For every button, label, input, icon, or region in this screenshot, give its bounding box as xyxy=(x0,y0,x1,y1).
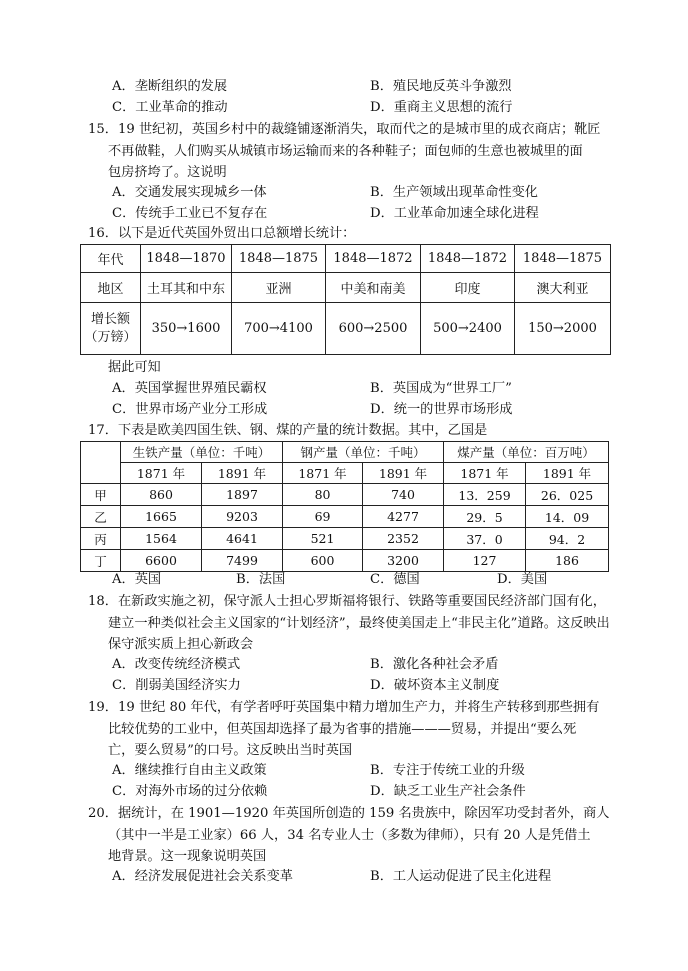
cell-growth: 700→4100 xyxy=(232,303,326,355)
value-cell: 69 xyxy=(283,506,363,528)
cell-year: 1848—1875 xyxy=(515,245,611,273)
table-row xyxy=(81,273,611,303)
cell-region: 亚洲 xyxy=(232,273,326,303)
cell-growth: 500→2400 xyxy=(421,303,515,355)
value-cell: 860 xyxy=(121,484,202,506)
q15-option-b[interactable]: B．生产领域出现革命性变化 xyxy=(370,185,538,200)
q16-option-c[interactable]: C．世界市场产业分工形成 xyxy=(112,402,268,417)
row-label-growth xyxy=(81,303,141,355)
value-cell: 80 xyxy=(283,484,363,506)
table-row xyxy=(81,303,611,355)
q16-option-a[interactable]: A．英国掌握世界殖民霸权 xyxy=(112,381,267,396)
q17-option-b[interactable]: B．法国 xyxy=(236,572,286,587)
cell-growth: 150→2000 xyxy=(515,303,611,355)
q19-option-c[interactable]: C．对海外市场的过分依赖 xyxy=(112,784,268,799)
country-cell: 甲 xyxy=(81,484,121,506)
country-cell: 丁 xyxy=(81,550,121,572)
q14-option-a[interactable]: A．垄断组织的发展 xyxy=(112,79,228,94)
header-pig-iron: 生铁产量（单位：千吨） xyxy=(121,442,283,463)
header-year: 1891 年 xyxy=(363,463,444,484)
value-cell: 9203 xyxy=(202,506,283,528)
q14-option-c[interactable]: C．工业革命的推动 xyxy=(112,100,228,115)
cell-growth: 600→2500 xyxy=(326,303,421,355)
value-cell: 26．025 xyxy=(526,484,609,506)
q20-stem-line-2: （其中一半是工业家）66 人，34 名专业人士（多数为律师），只有 20 人是凭借土 xyxy=(108,828,591,843)
cell-year: 1848—1875 xyxy=(232,245,326,273)
q19-option-a[interactable]: A．继续推行自由主义政策 xyxy=(112,763,267,778)
cell-growth: 350→1600 xyxy=(141,303,232,355)
table-row xyxy=(81,245,611,273)
q17-production-table xyxy=(80,441,609,572)
q18-stem-line-2: 建立一种类似社会主义国家的“计划经济”，最终使美国走上“非民主化”道路。这反映出 xyxy=(108,616,610,631)
row-label-region: 地区 xyxy=(81,273,141,303)
q16-option-b[interactable]: B．英国成为“世界工厂” xyxy=(370,381,512,396)
header-coal: 煤产量（单位：百万吨） xyxy=(444,442,609,463)
q18-option-a[interactable]: A．改变传统经济模式 xyxy=(112,657,241,672)
cell-year: 1848—1872 xyxy=(421,245,515,273)
value-cell: 29．5 xyxy=(444,506,526,528)
q19-stem-line-1: 19．19 世纪 80 年代，有学者呼吁英国集中精力增加生产力，并将生产转移到那些拥有 xyxy=(88,700,600,715)
table-row xyxy=(81,550,609,572)
value-cell: 2352 xyxy=(363,528,444,550)
row-label-growth-line-2: （万镑） xyxy=(84,329,137,345)
header-year: 1871 年 xyxy=(444,463,526,484)
q17-option-c[interactable]: C．德国 xyxy=(370,572,420,587)
value-cell: 4641 xyxy=(202,528,283,550)
value-cell: 13．259 xyxy=(444,484,526,506)
header-year: 1871 年 xyxy=(283,463,363,484)
value-cell: 186 xyxy=(526,550,609,572)
header-year: 1891 年 xyxy=(526,463,609,484)
q15-stem-line-3: 包房挤垮了。这说明 xyxy=(108,165,227,180)
q20-option-a[interactable]: A．经济发展促进社会关系变革 xyxy=(112,869,293,884)
row-label-growth-line-1: 增长额 xyxy=(90,311,130,327)
value-cell: 14．09 xyxy=(526,506,609,528)
q15-stem-line-1: 15．19 世纪初，英国乡村中的裁缝铺逐渐消失，取而代之的是城市里的成衣商店；靴匠 xyxy=(88,122,601,137)
cell-region: 澳大利亚 xyxy=(515,273,611,303)
table-row xyxy=(81,484,609,506)
q20-stem-line-3: 地背景。这一现象说明英国 xyxy=(108,849,267,864)
q18-stem-line-1: 18．在新政实施之初，保守派人士担心罗斯福将银行、铁路等重要国民经济部门国有化， xyxy=(88,594,606,609)
value-cell: 94．2 xyxy=(526,528,609,550)
value-cell: 37．0 xyxy=(444,528,526,550)
q15-option-d[interactable]: D．工业革命加速全球化进程 xyxy=(370,206,539,221)
q16-option-d[interactable]: D．统一的世界市场形成 xyxy=(370,402,513,417)
cell-year: 1848—1870 xyxy=(141,245,232,273)
value-cell: 7499 xyxy=(202,550,283,572)
cell-region: 土耳其和中东 xyxy=(141,273,232,303)
q18-option-b[interactable]: B．激化各种社会矛盾 xyxy=(370,657,499,672)
q15-option-c[interactable]: C．传统手工业已不复存在 xyxy=(112,206,268,221)
q14-option-d[interactable]: D．重商主义思想的流行 xyxy=(370,100,513,115)
value-cell: 127 xyxy=(444,550,526,572)
value-cell: 740 xyxy=(363,484,444,506)
value-cell: 4277 xyxy=(363,506,444,528)
value-cell: 600 xyxy=(283,550,363,572)
q16-stem: 16．以下是近代英国外贸出口总额增长统计： xyxy=(88,226,356,241)
value-cell: 1665 xyxy=(121,506,202,528)
q15-option-a[interactable]: A．交通发展实现城乡一体 xyxy=(112,185,267,200)
q16-lead: 据此可知 xyxy=(108,360,161,375)
q18-stem-line-3: 保守派实质上担心新政会 xyxy=(108,637,254,652)
corner-cell xyxy=(81,442,121,484)
q17-option-a[interactable]: A．英国 xyxy=(112,572,162,587)
q18-option-d[interactable]: D．破坏资本主义制度 xyxy=(370,678,500,693)
cell-year: 1848—1872 xyxy=(326,245,421,273)
country-cell: 乙 xyxy=(81,506,121,528)
q19-option-d[interactable]: D．缺乏工业生产社会条件 xyxy=(370,784,526,799)
country-cell: 丙 xyxy=(81,528,121,550)
header-year: 1891 年 xyxy=(202,463,283,484)
header-year: 1871 年 xyxy=(121,463,202,484)
q19-option-b[interactable]: B．专注于传统工业的升级 xyxy=(370,763,525,778)
value-cell: 3200 xyxy=(363,550,444,572)
value-cell: 521 xyxy=(283,528,363,550)
value-cell: 1564 xyxy=(121,528,202,550)
q17-stem: 17．下表是欧美四国生铁、钢、煤的产量的统计数据。其中，乙国是 xyxy=(88,423,488,438)
q15-stem-line-2: 不再做鞋，人们购买从城镇市场运输而来的各种鞋子；面包师的生意也被城里的面 xyxy=(108,144,583,159)
table-row xyxy=(81,463,609,484)
cell-region: 中美和南美 xyxy=(326,273,421,303)
q20-stem-line-1: 20．据统计，在 1901—1920 年英国所创造的 159 名贵族中，除因军功受封者外，商人 xyxy=(88,806,610,821)
header-steel: 钢产量（单位：千吨） xyxy=(283,442,444,463)
q17-option-d[interactable]: D．美国 xyxy=(497,572,548,587)
q19-stem-line-2: 比较优势的工业中，但英国却选择了最为省事的措施———贸易，并提出“要么死 xyxy=(108,722,577,737)
cell-region: 印度 xyxy=(421,273,515,303)
q14-option-b[interactable]: B．殖民地反英斗争激烈 xyxy=(370,79,512,94)
q20-option-b[interactable]: B．工人运动促进了民主化进程 xyxy=(370,869,552,884)
value-cell: 6600 xyxy=(121,550,202,572)
q18-option-c[interactable]: C．削弱美国经济实力 xyxy=(112,678,241,693)
row-label-years: 年代 xyxy=(81,245,141,273)
q19-stem-line-3: 亡，要么贸易”的口号。这反映出当时英国 xyxy=(108,743,353,758)
table-row xyxy=(81,506,609,528)
value-cell: 1897 xyxy=(202,484,283,506)
q16-export-table xyxy=(80,244,611,355)
table-row xyxy=(81,442,609,463)
table-row xyxy=(81,528,609,550)
